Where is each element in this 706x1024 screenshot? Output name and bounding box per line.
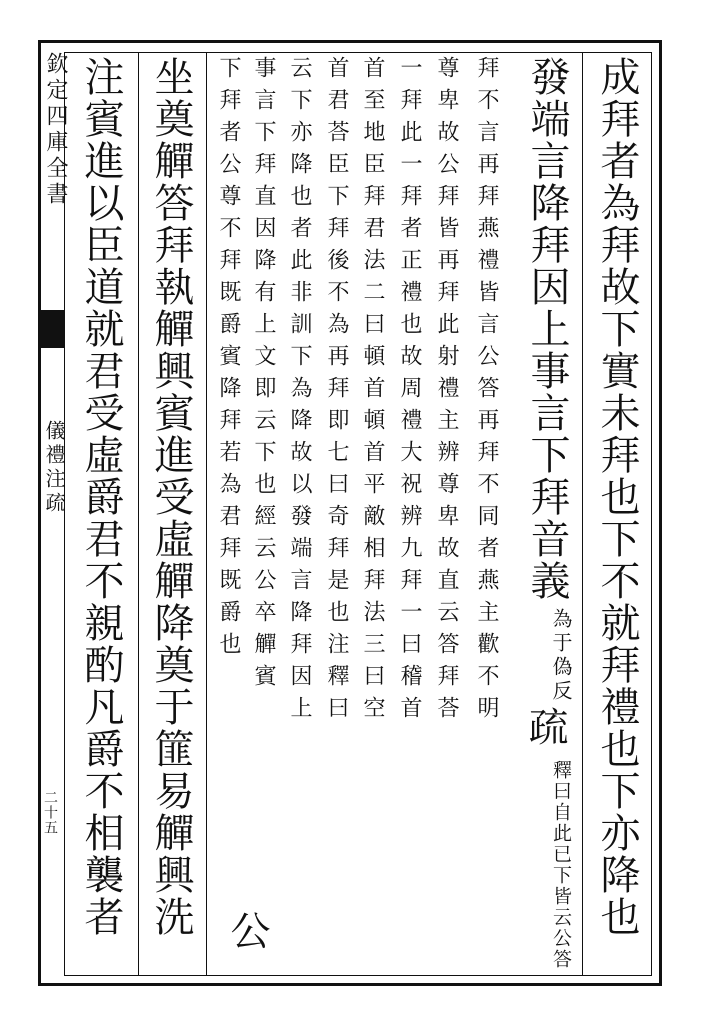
- page-number: 二十五: [42, 790, 58, 835]
- main-text-fragment: 公: [224, 910, 270, 952]
- commentary-column: 首君荅臣下拜後不為再拜即七曰奇拜是也注釋曰: [324, 56, 349, 728]
- commentary-text: 釋曰自此已下皆云公答: [550, 760, 572, 970]
- commentary-column: 尊卑故公拜皆再拜此射禮主辨尊卑故直云答拜荅: [434, 56, 459, 728]
- commentary-column: 事言下拜直因降有上文即云下也經云公卒觶賓: [251, 56, 276, 696]
- commentary-column: 首至地臣拜君法二曰頓首頓首平敵相拜法三曰空: [360, 56, 385, 728]
- column-rule: [138, 52, 139, 976]
- fish-tail-mark: [38, 310, 64, 348]
- column-rule: [582, 52, 583, 976]
- book-title: 儀禮注疏: [42, 420, 66, 516]
- commentary-column: 下拜者公尊不拜既爵賓降拜若為君拜既爵也: [216, 56, 241, 664]
- commentary-column: 拜不言再拜燕禮皆言公答再拜不同者燕主歡不明: [474, 56, 499, 728]
- commentary-column: 一拜此一拜者正禮也故周禮大祝辨九拜一曰稽首: [397, 56, 422, 728]
- text-column: 坐奠觶答拜執觶興賓進受虛觶降奠于篚易觶興洗: [148, 56, 194, 938]
- text-column: 發端言降拜因上事言下拜音義: [524, 56, 570, 602]
- text-column: 成拜者為拜故下實未拜也下不就拜禮也下亦降也: [594, 56, 640, 938]
- column-rule: [206, 52, 207, 976]
- commentary-column: 云下亦降也者此非訓下為降故以發端言降拜因上: [287, 56, 312, 728]
- commentary-marker: 疏: [522, 706, 568, 748]
- text-column: 注賓進以臣道就君受虛爵君不親酌凡爵不相襲者: [78, 56, 124, 938]
- annotation-note: 為于偽反: [549, 608, 573, 704]
- library-title: 欽定四庫全書: [43, 52, 68, 208]
